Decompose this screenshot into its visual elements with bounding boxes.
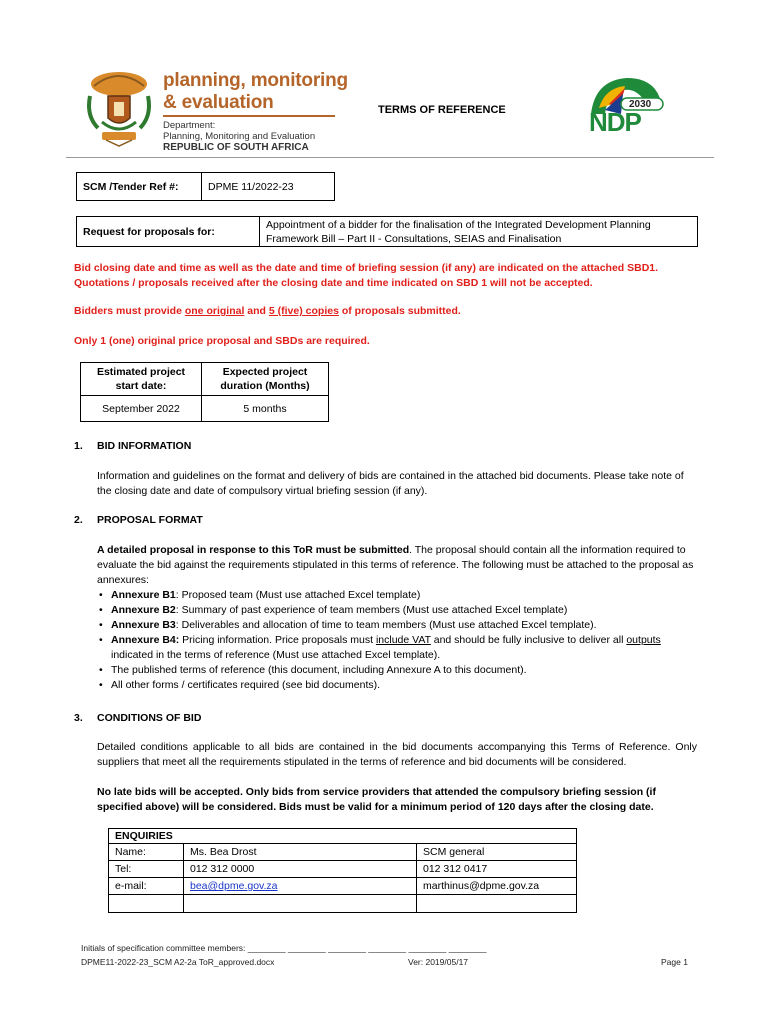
section-1-title: BID INFORMATION [97,440,192,452]
section-2-number: 2. [74,514,83,526]
section-2-text: . The proposal should contain all the information required to evaluate the bid against the requirements stipulated in this terms of reference. The following must be attached to the proposal as annexures: [97,544,694,586]
logo-line-1: planning, monitoring [163,70,348,91]
schedule-head-duration: Expected project duration (Months) [202,363,329,396]
section-2-bold: A detailed proposal in response to this ToR must be submitted [97,544,410,556]
list-item [97,588,697,603]
section-1-text: Information and guidelines on the format and delivery of bids are contained in the attached bid documents. Please take note of the closing date and date of compulsory virtual briefing session (if any). [97,470,684,497]
copies-notice [74,304,700,319]
table-row [109,895,184,913]
section-3-text: Detailed conditions applicable to all bids are contained in the bid documents accompanying this Terms of Reference. Only suppliers that meet all the requirements stipulated in the terms of reference and bid documents will be considered. [97,741,697,768]
dept-name: Planning, Monitoring and Evaluation [163,131,316,142]
other-forms-item: All other forms / certificates required (see bid documents). [111,679,381,691]
footer-version: Ver: 2019/05/17 [408,957,469,967]
section-2-body [97,543,697,693]
contact-2-tel: 012 312 0417 [417,861,577,878]
enquiries-title: ENQUIRIES [109,829,577,844]
contact-2-name: SCM general [417,844,577,861]
copies-text-e: of proposals submitted. [338,305,461,317]
list-item [97,663,697,678]
tender-ref-value: DPME 11/2022-23 [202,173,335,201]
annexure-b4-text-3: indicated in the terms of reference (Must use attached Excel template). [111,649,441,661]
annexure-b2-text: : Summary of past experience of team members (Must use attached Excel template) [175,604,568,616]
list-item [97,618,697,633]
country-name: REPUBLIC OF SOUTH AFRICA [163,142,309,153]
contact-1-name: Ms. Bea Drost [184,844,417,861]
annexure-b2-label: Annexure B2 [111,604,176,616]
list-item [97,633,697,663]
section-2-intro [97,543,697,588]
footer-initials: Initials of specification committee members: ________ ________ ________ ________ ________ ________ [81,943,487,953]
tel-label: Tel: [109,861,184,878]
request-label: Request for proposals for: [77,217,260,247]
published-tor-item: The published terms of reference (this document, including Annexure A to this document). [111,664,527,676]
list-item [97,603,697,618]
copies-original: one original [184,305,245,317]
annexure-b3-label: Annexure B3 [111,619,176,631]
ndp-year: 2030 [629,99,652,110]
coat-of-arms-logo [84,66,154,148]
annexure-b4-text-1: Pricing information. Price proposals must [179,634,376,646]
copies-count: 5 (five) copies [268,305,339,317]
footer-page: Page 1 [661,957,688,967]
annexure-b1-label: Annexure B1 [111,589,176,601]
contact-1-tel: 012 312 0000 [184,861,417,878]
ndp-2030-logo [585,74,665,136]
email-label: e-mail: [109,878,184,895]
section-3-number: 3. [74,712,83,724]
request-value: Appointment of a bidder for the finalisation of the Integrated Development Planning Framework Bill – Part II - Consultations, SEIAS and Finalisation [260,217,698,247]
dept-label: Department: [163,120,216,131]
closing-notice: Bid closing date and time as well as the date and time of briefing session (if any) are indicated on the attached SBD1. Quotations / proposals received after the closing date and time indicated on SBD 1 will not be accepted. [74,262,659,289]
original-notice: Only 1 (one) original price proposal and SBDs are required. [74,335,370,347]
contact-2-email: marthinus@dpme.gov.za [417,878,577,895]
annexure-b4-label: Annexure B4: [111,634,180,646]
document-title: TERMS OF REFERENCE [378,104,506,116]
name-label: Name: [109,844,184,861]
tender-ref-label: SCM /Tender Ref #: [77,173,202,201]
annexure-list [97,588,697,693]
section-3-title: CONDITIONS OF BID [97,712,202,724]
annexure-b3-text: : Deliverables and allocation of time to team members (Must use attached Excel template). [175,619,597,631]
annexure-b4-outputs: outputs [626,634,661,646]
schedule-head-start: Estimated project start date: [81,363,202,396]
annexure-b4-text-2: and should be fully inclusive to deliver all [430,634,627,646]
logo-rule [163,115,335,117]
section-3-bold: No late bids will be accepted. Only bids from service providers that attended the compulsory briefing session (if specified above) will be considered. Bids must be valid for a minimum period of 120 days after the closing date. [97,786,656,813]
list-item [97,678,697,693]
annexure-b1-text: : Proposed team (Must use attached Excel template) [175,589,421,601]
copies-text-a: Bidders must provide [74,305,185,317]
dpme-logo-text [163,70,348,153]
schedule-start-value: September 2022 [81,396,202,422]
tender-ref-table [76,172,335,201]
logo-line-2: & evaluation [163,92,274,113]
schedule-duration-value: 5 months [202,396,329,422]
request-table [76,216,698,247]
footer-filename: DPME11-2022-23_SCM A2-2a ToR_approved.docx [81,957,275,967]
section-1-number: 1. [74,440,83,452]
section-2-title: PROPOSAL FORMAT [97,514,203,526]
copies-text-c: and [244,305,269,317]
contact-1-email-link[interactable]: bea@dpme.gov.za [190,880,278,892]
enquiries-table [108,828,577,913]
schedule-table [80,362,329,422]
header-rule [66,157,714,158]
annexure-b4-vat: include VAT [375,634,431,646]
ndp-letters: NDP [589,107,641,137]
